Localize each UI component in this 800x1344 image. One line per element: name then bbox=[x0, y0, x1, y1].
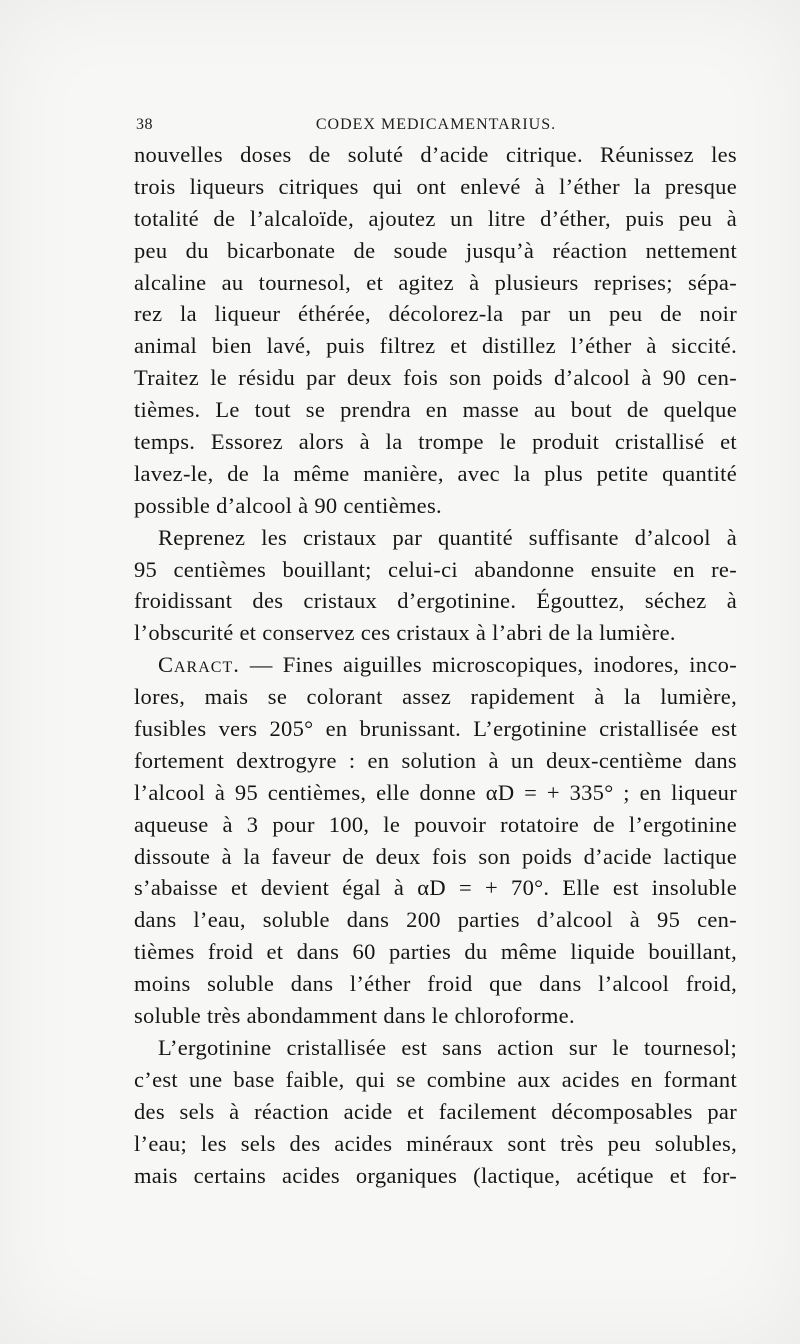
text-line: totalité de l’alcaloïde, ajoutez un litre d’éther, puis peu à bbox=[134, 205, 737, 231]
text-line: moins soluble dans l’éther froid que dans l’alcool froid, bbox=[134, 971, 737, 997]
text-line: dissoute à la faveur de deux fois son poids d’acide lactique bbox=[134, 843, 737, 869]
paragraph-2 bbox=[134, 522, 737, 650]
text-line: l’obscurité et conservez ces cristaux à l’abri de la lumière. bbox=[134, 620, 676, 646]
text-line: c’est une base faible, qui se combine aux acides en formant bbox=[134, 1066, 737, 1092]
text-line: L’ergotinine cristallisée est sans action sur le tournesol; bbox=[158, 1034, 737, 1060]
text-line: lores, mais se colorant assez rapidement à la lumière, bbox=[134, 684, 737, 710]
page-header bbox=[136, 116, 736, 138]
text-line: des sels à réaction acide et facilement décomposables par bbox=[134, 1098, 737, 1124]
text-line: rez la liqueur éthérée, décolorez-la par un peu de noir bbox=[134, 301, 737, 327]
section-label-rest: — Fines aiguilles microscopiques, inodores, inco- bbox=[239, 652, 737, 678]
body-text bbox=[134, 139, 737, 1191]
page-number: 38 bbox=[136, 116, 153, 133]
text-line: dans l’eau, soluble dans 200 parties d’alcool à 95 cen- bbox=[134, 907, 737, 933]
text-line: 95 centièmes bouillant; celui-ci abandonne ensuite en re- bbox=[134, 556, 737, 582]
text-line: alcaline au tournesol, et agitez à plusieurs reprises; sépa- bbox=[134, 269, 737, 295]
text-line: l’alcool à 95 centièmes, elle donne αD = + 335° ; en liqueur bbox=[134, 779, 737, 805]
text-line: aqueuse à 3 pour 100, le pouvoir rotatoire de l’ergotinine bbox=[134, 811, 737, 837]
text-line: froidissant des cristaux d’ergotinine. Égouttez, séchez à bbox=[134, 588, 737, 614]
running-title: CODEX MEDICAMENTARIUS. bbox=[315, 116, 557, 133]
text-line: soluble très abondamment dans le chloroforme. bbox=[134, 1003, 575, 1029]
text-line: nouvelles doses de soluté d’acide citrique. Réunissez les bbox=[134, 142, 737, 167]
text-line: trois liqueurs citriques qui ont enlevé à l’éther la presque bbox=[134, 173, 737, 199]
text-line: Traitez le résidu par deux fois son poids d’alcool à 90 cen- bbox=[134, 365, 737, 391]
paragraph-4 bbox=[134, 1032, 737, 1191]
text-line: tièmes froid et dans 60 parties du même liquide bouillant, bbox=[134, 939, 737, 965]
paragraph-1 bbox=[134, 139, 737, 522]
text-line: fortement dextrogyre : en solution à un deux-centième dans bbox=[134, 747, 737, 773]
section-label: Caract. bbox=[158, 652, 240, 678]
paragraph-3 bbox=[134, 649, 737, 1032]
text-line: animal bien lavé, puis filtrez et distillez l’éther à siccité. bbox=[134, 333, 737, 359]
text-line: lavez-le, de la même manière, avec la plus petite quantité bbox=[134, 460, 737, 486]
text-line: s’abaisse et devient égal à αD = + 70°. Elle est insoluble bbox=[134, 875, 737, 901]
text-line: fusibles vers 205° en brunissant. L’ergotinine cristallisée est bbox=[134, 716, 737, 742]
text-line: Reprenez les cristaux par quantité suffisante d’alcool à bbox=[158, 524, 737, 550]
text-line: l’eau; les sels des acides minéraux sont très peu solubles, bbox=[134, 1130, 737, 1156]
text-line: temps. Essorez alors à la trompe le produit cristallisé et bbox=[134, 429, 737, 455]
text-line: peu du bicarbonate de soude jusqu’à réaction nettement bbox=[134, 237, 737, 263]
text-line: mais certains acides organiques (lactique, acétique et for- bbox=[134, 1162, 737, 1188]
text-line bbox=[134, 649, 737, 681]
text-line: possible d’alcool à 90 centièmes. bbox=[134, 492, 442, 518]
text-line: tièmes. Le tout se prendra en masse au bout de quelque bbox=[134, 397, 737, 423]
